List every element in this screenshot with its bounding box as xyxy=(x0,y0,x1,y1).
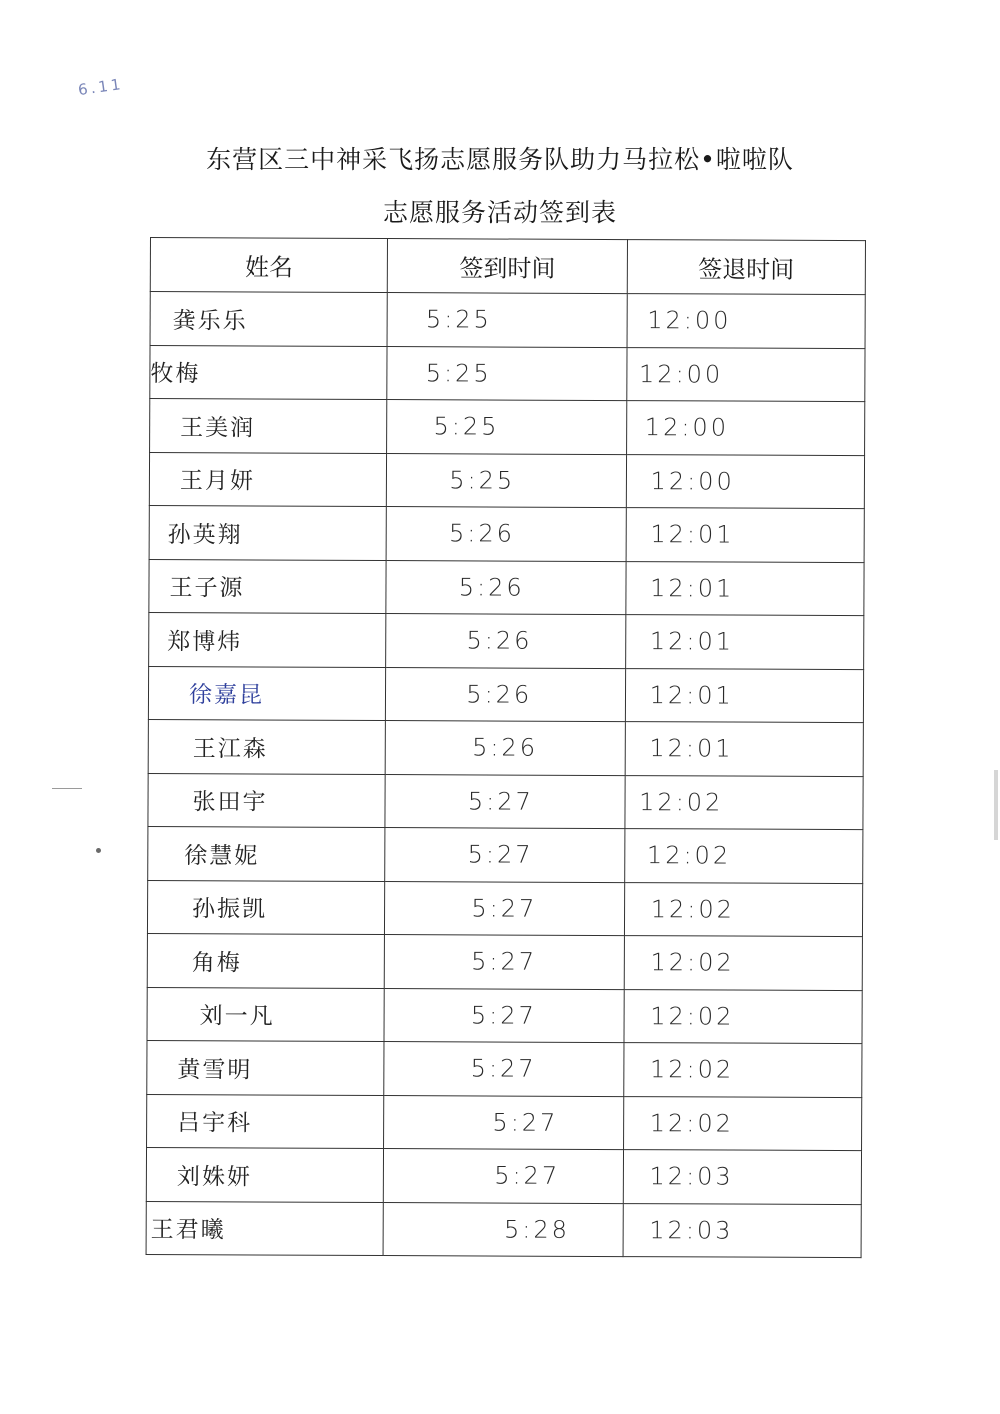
sign-out-time-cell xyxy=(623,1043,862,1098)
handwritten-name: 牧梅 xyxy=(150,361,201,388)
name-cell xyxy=(150,399,388,454)
table-row xyxy=(150,399,865,456)
name-cell xyxy=(148,826,386,881)
sign-out-time-cell xyxy=(624,936,863,991)
sign-out-time-cell xyxy=(626,454,865,509)
sign-out-time-cell xyxy=(626,561,865,616)
sign-out-time: 12:02 xyxy=(649,1055,735,1084)
table-row xyxy=(149,559,864,616)
column-header-sign-out: 签退时间 xyxy=(627,240,866,295)
sign-in-time-cell xyxy=(387,453,627,508)
sign-in-time-cell xyxy=(383,1202,623,1257)
sign-out-time: 12:01 xyxy=(650,573,735,603)
page-subtitle: 志愿服务活动签到表 xyxy=(382,198,617,227)
sign-in-time-cell xyxy=(384,1042,624,1097)
sign-in-time: 5:25 xyxy=(449,466,516,495)
sign-in-time-cell xyxy=(386,507,626,562)
sign-out-time-cell xyxy=(623,1203,862,1258)
table-row xyxy=(150,292,865,349)
sign-in-time-cell xyxy=(385,881,625,936)
sign-out-time: 12:00 xyxy=(639,359,724,389)
sign-out-time: 12:02 xyxy=(650,1001,735,1031)
handwritten-name: 张田宇 xyxy=(192,789,268,816)
sign-in-time-cell xyxy=(384,1095,624,1150)
handwritten-name: 郑博炜 xyxy=(167,628,243,656)
table-body xyxy=(146,292,865,1258)
handwritten-name: 王美润 xyxy=(180,414,256,442)
handwritten-name: 孙振凯 xyxy=(192,896,268,923)
sign-in-time: 5:27 xyxy=(467,787,534,816)
table-row xyxy=(147,1094,862,1151)
handwritten-name: 刘一凡 xyxy=(199,1003,275,1030)
sign-out-time: 12:02 xyxy=(639,787,724,817)
sign-out-time: 12:01 xyxy=(650,520,735,549)
sign-out-time: 12:00 xyxy=(650,466,735,496)
table-row xyxy=(146,1147,861,1204)
table-row xyxy=(147,1040,862,1097)
sign-in-time: 5:26 xyxy=(448,519,516,548)
handwritten-name: 刘姝妍 xyxy=(176,1163,252,1191)
roster-table-container xyxy=(146,237,866,1260)
name-cell xyxy=(149,612,387,667)
sign-out-time-cell xyxy=(624,829,863,884)
name-cell xyxy=(150,345,388,400)
column-header-sign-in: 签到时间 xyxy=(388,239,628,294)
name-cell xyxy=(147,1094,385,1149)
sign-in-time: 5:27 xyxy=(470,1054,537,1083)
table-row xyxy=(147,987,862,1044)
handwritten-name: 王子源 xyxy=(169,575,245,602)
name-cell xyxy=(149,505,387,560)
sign-out-time: 12:02 xyxy=(650,894,735,924)
handwritten-name: 孙英翔 xyxy=(167,521,243,549)
sign-in-time: 5:25 xyxy=(425,358,492,388)
sign-out-time-cell xyxy=(626,347,865,402)
handwritten-name: 吕宇科 xyxy=(177,1110,253,1137)
name-cell xyxy=(148,773,386,828)
stray-ink-dot xyxy=(96,848,101,853)
table-row xyxy=(150,345,865,402)
sign-out-time-cell xyxy=(624,989,863,1044)
sign-in-time-cell xyxy=(384,1149,624,1204)
handwritten-name: 徐慧妮 xyxy=(184,842,260,870)
column-header-name: 姓名 xyxy=(150,238,388,293)
name-cell xyxy=(147,933,385,988)
table-row xyxy=(147,933,862,990)
handwritten-name: 角梅 xyxy=(191,949,242,977)
name-cell xyxy=(146,1201,384,1256)
table-row xyxy=(147,880,862,937)
sign-in-time-cell xyxy=(385,828,625,883)
sign-in-time-cell xyxy=(385,935,625,990)
sign-in-time-cell xyxy=(384,988,624,1043)
scan-edge-shadow xyxy=(994,770,998,840)
name-cell xyxy=(148,719,386,774)
sign-in-time-cell xyxy=(386,614,626,669)
sign-out-time-cell xyxy=(627,294,866,349)
name-cell xyxy=(147,987,385,1042)
handwritten-name: 王江森 xyxy=(192,735,268,763)
sign-in-time: 5:26 xyxy=(466,626,533,655)
name-cell xyxy=(148,666,386,721)
sign-in-time: 5:27 xyxy=(471,947,538,976)
name-cell xyxy=(146,1147,384,1202)
sign-out-time-cell xyxy=(625,722,864,777)
sign-out-time-cell xyxy=(626,508,865,563)
sign-in-time: 5:28 xyxy=(503,1215,570,1244)
sign-in-time: 5:27 xyxy=(470,1001,537,1030)
sign-out-time-cell xyxy=(625,668,864,723)
name-cell xyxy=(149,559,387,614)
name-cell xyxy=(150,292,388,347)
sign-out-time-cell xyxy=(626,401,865,456)
sign-out-time-cell xyxy=(623,1150,862,1205)
sign-in-time: 5:25 xyxy=(425,305,492,334)
sign-out-time: 12:00 xyxy=(644,413,730,442)
sign-out-time: 12:02 xyxy=(646,841,732,870)
sign-in-time: 5:27 xyxy=(492,1108,559,1137)
table-row xyxy=(149,612,864,669)
table-header-row xyxy=(150,238,865,295)
sign-in-time: 5:26 xyxy=(466,680,533,709)
name-cell xyxy=(149,452,387,507)
sign-in-time-cell xyxy=(387,293,627,348)
sign-out-time: 12:00 xyxy=(647,306,732,335)
sign-out-time-cell xyxy=(623,1096,862,1151)
sign-in-time-cell xyxy=(385,721,625,776)
name-cell xyxy=(147,1040,385,1095)
sign-in-time-cell xyxy=(387,346,627,401)
sign-in-time: 5:26 xyxy=(472,733,539,762)
sign-out-time: 12:03 xyxy=(649,1162,734,1191)
sign-in-time: 5:26 xyxy=(458,573,525,602)
sign-in-time: 5:27 xyxy=(494,1161,561,1191)
sign-out-time: 12:02 xyxy=(650,948,735,977)
sign-out-time: 12:01 xyxy=(649,734,734,763)
sign-in-time-cell xyxy=(386,560,626,615)
table-row xyxy=(148,773,863,830)
sign-out-time: 12:03 xyxy=(649,1215,734,1245)
sign-in-time-cell xyxy=(385,774,625,829)
sign-out-time-cell xyxy=(625,775,864,830)
sign-out-time-cell xyxy=(625,615,864,670)
roster-table xyxy=(146,237,866,1258)
sign-in-time-cell xyxy=(386,667,626,722)
table-row xyxy=(148,666,863,723)
sign-out-time: 12:01 xyxy=(649,627,735,656)
sign-out-time: 12:02 xyxy=(649,1108,735,1138)
table-row xyxy=(148,826,863,883)
page-title: 东营区三中神采飞扬志愿服务队助力马拉松•啦啦队 xyxy=(206,145,794,174)
handwritten-name: 黄雪明 xyxy=(177,1056,253,1084)
sign-out-time-cell xyxy=(624,882,863,937)
sign-out-time: 12:01 xyxy=(649,680,734,710)
handwritten-name: 王君曦 xyxy=(150,1217,226,1244)
handwritten-date-note: 6.11 xyxy=(76,74,125,100)
sign-in-time: 5:27 xyxy=(467,840,534,869)
sign-in-time-cell xyxy=(387,400,627,455)
table-row xyxy=(148,719,863,776)
sign-in-time: 5:27 xyxy=(471,894,538,923)
stray-pen-mark xyxy=(52,788,82,789)
table-row xyxy=(146,1201,861,1258)
name-cell xyxy=(147,880,385,935)
handwritten-name: 徐嘉昆 xyxy=(188,682,265,709)
handwritten-name: 龚乐乐 xyxy=(172,307,248,335)
sign-in-time: 5:25 xyxy=(433,412,500,441)
table-row xyxy=(149,452,864,509)
handwritten-name: 王月妍 xyxy=(179,468,255,495)
table-row xyxy=(149,505,864,562)
